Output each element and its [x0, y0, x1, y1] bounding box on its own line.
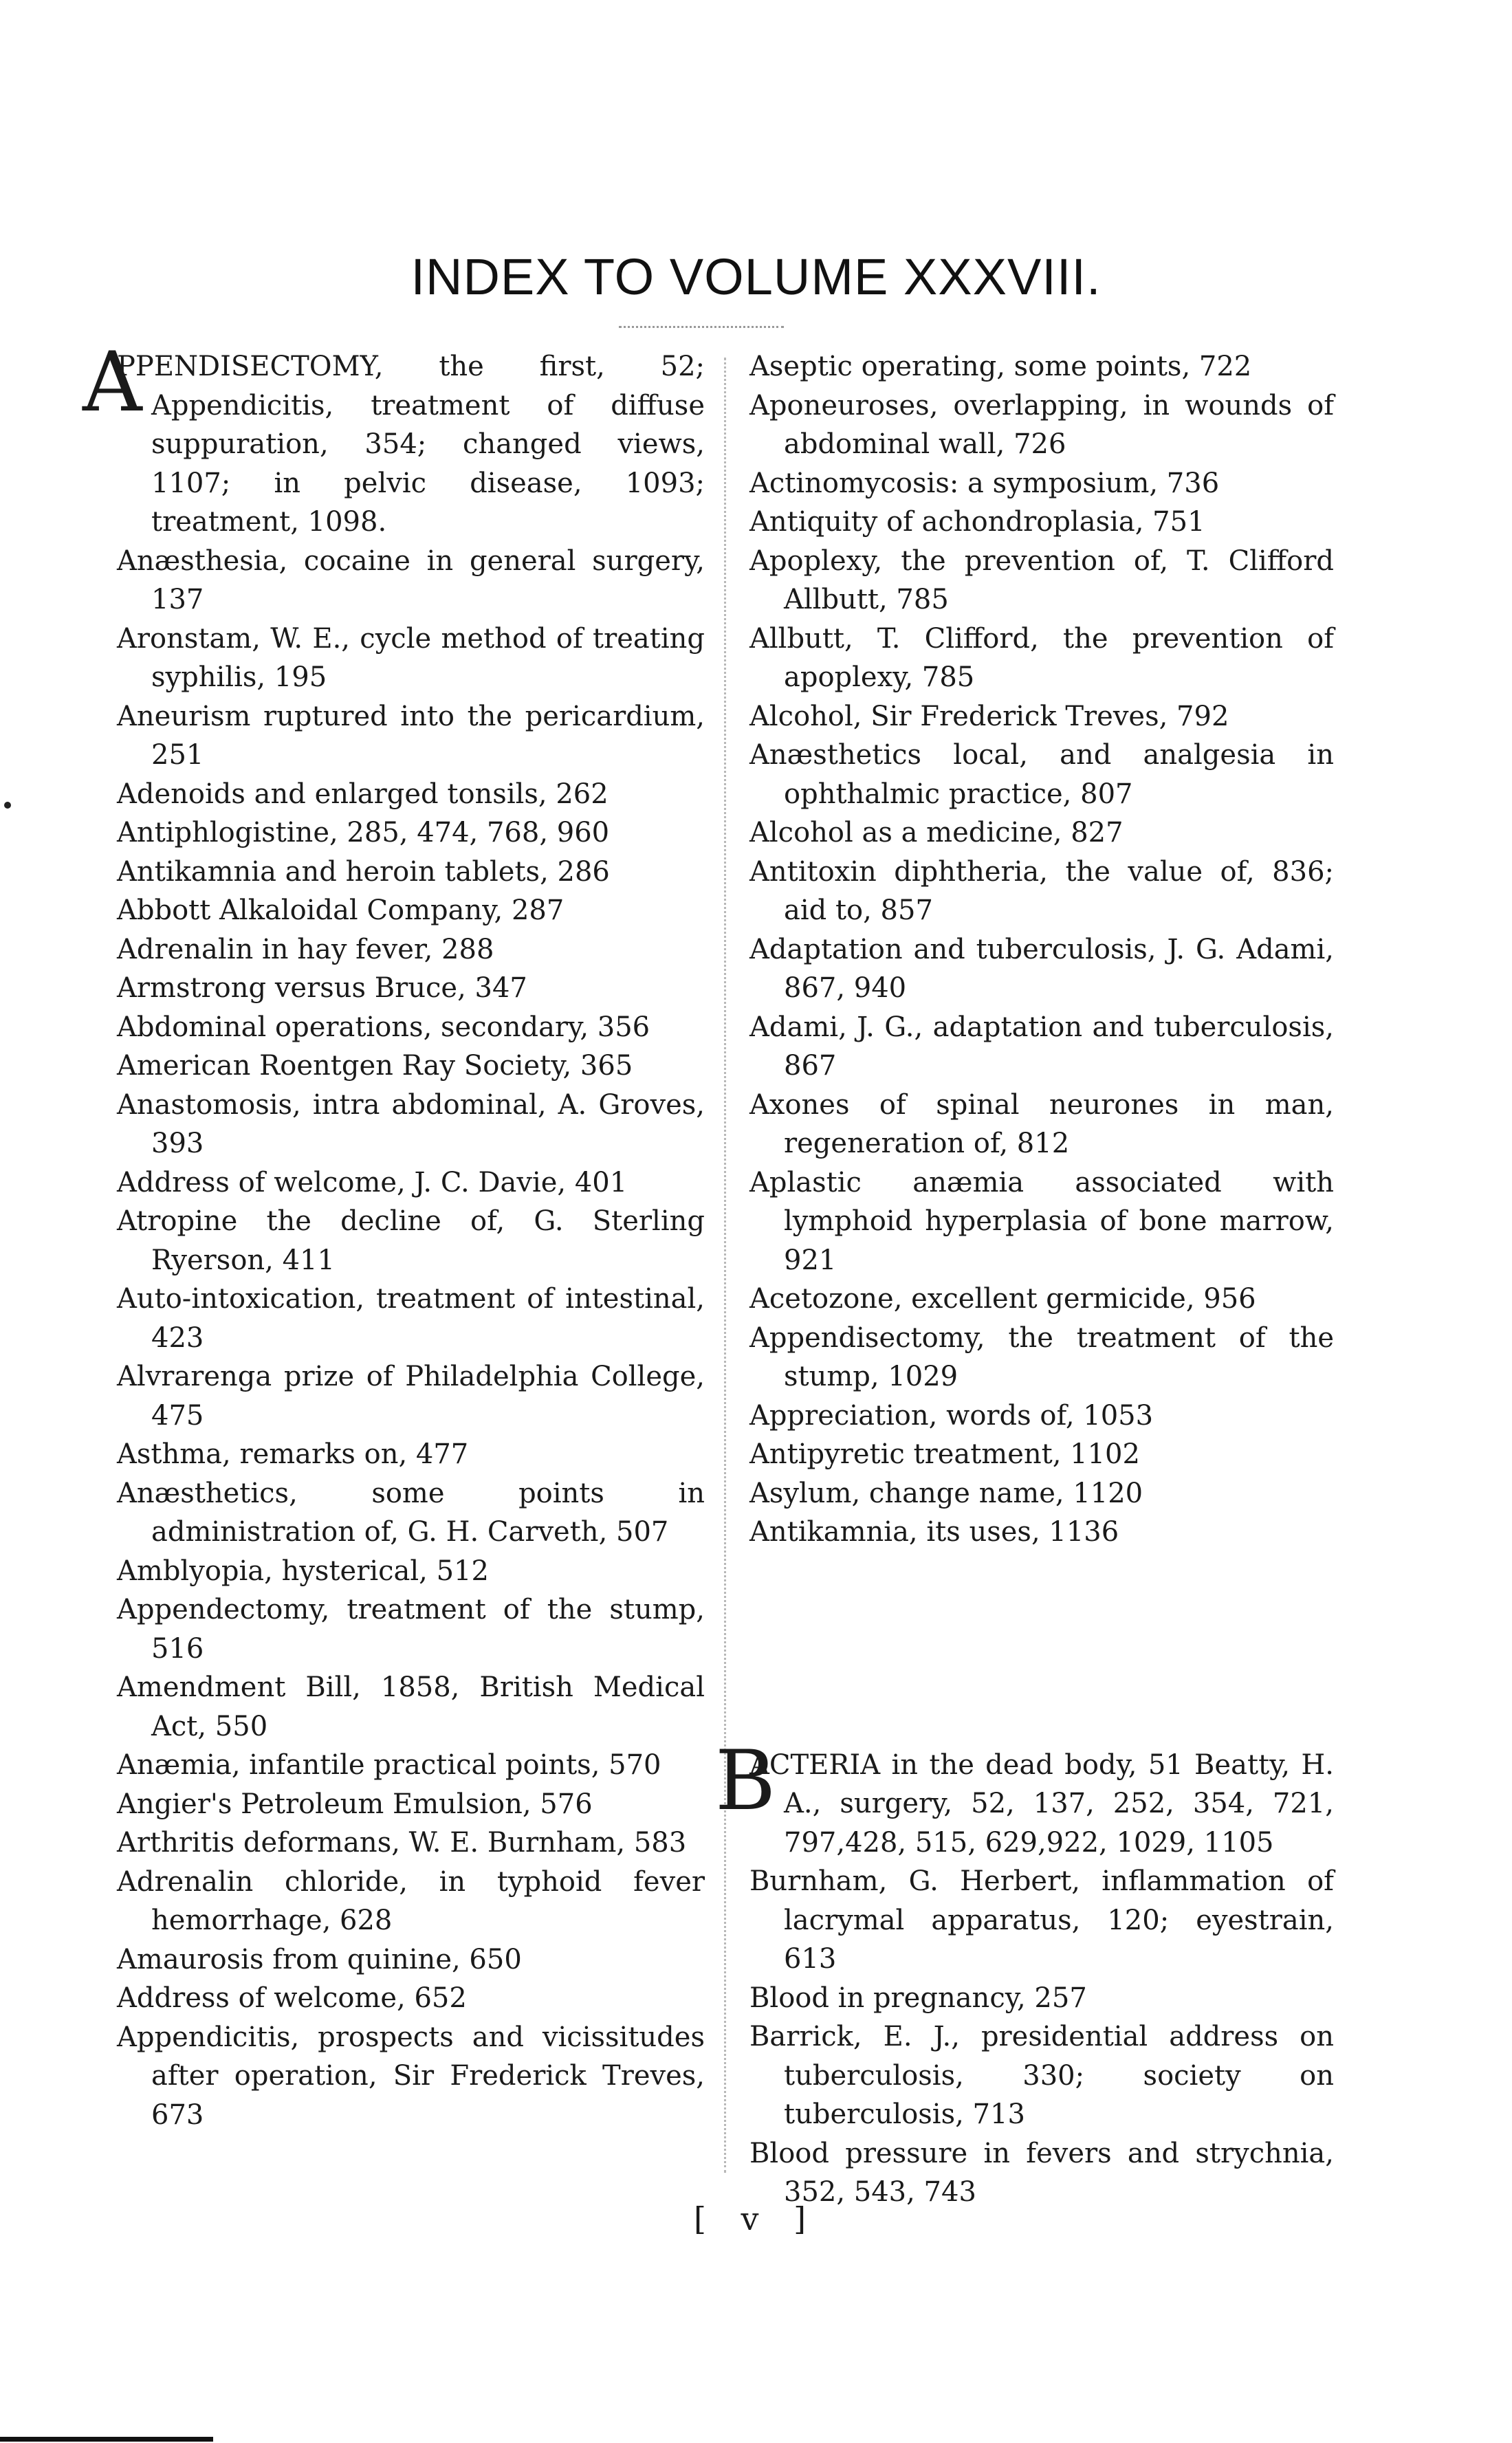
left-column [83, 335, 705, 2134]
index-entry: Adami, J. G., adaptation and tuberculosis, 867 [749, 1011, 1334, 1082]
index-entry: Antikamnia, its uses, 1136 [749, 1516, 1119, 1548]
index-entry: Antipyretic treatment, 1102 [749, 1438, 1140, 1470]
index-entry: Aplastic anæmia associated with lymphoid hyperplasia of bone marrow, 921 [749, 1166, 1334, 1276]
index-entry: Asthma, remarks on, 477 [117, 1438, 469, 1470]
index-entry: Amaurosis from quinine, 650 [117, 1943, 522, 1975]
index-entry: Antiphlogistine, 285, 474, 768, 960 [117, 817, 610, 848]
index-entry: Amendment Bill, 1858, British Medical Act, 550 [117, 1672, 705, 1742]
index-entry: Adrenalin chloride, in typhoid fever hemorrhage, 628 [117, 1865, 705, 1936]
index-entry: Aponeuroses, overlapping, in wounds of abdominal wall, 726 [749, 389, 1334, 460]
index-entry-first-a [83, 335, 705, 542]
index-entry: Asylum, change name, 1120 [749, 1477, 1143, 1509]
section-gap [749, 1552, 1334, 1746]
index-entry: Axones of spinal neurones in man, regeneration of, 812 [749, 1088, 1334, 1159]
index-entry: Antikamnia and heroin tablets, 286 [117, 855, 610, 888]
index-entry: Adrenalin in hay fever, 288 [117, 933, 494, 965]
first-entry-text: PPENDISECTOMY, the first, 52; Appendicitis, treatment of diffuse suppuration, 354; changed views, 1107; in pelvic disease, 1093; treatment, 1098. [117, 351, 705, 538]
page-title: INDEX TO VOLUME XXXVIII. [410, 248, 1102, 305]
index-entry: Alcohol as a medicine, 827 [749, 817, 1124, 848]
b-entries [749, 1862, 1334, 2212]
index-entry: Address of welcome, J. C. Davie, 401 [117, 1166, 628, 1198]
right-entries [749, 347, 1334, 1552]
index-entry: Blood pressure in fevers and strychnia, 352, 543, 743 [749, 2137, 1334, 2208]
index-entry: Address of welcome, 652 [117, 1982, 467, 2014]
index-entry: Anæmia, infantile practical points, 570 [117, 1749, 661, 1781]
index-entry: Appendicitis, prospects and vicissitudes after operation, Sir Frederick Treves, 673 [117, 2021, 705, 2131]
column-divider [724, 358, 726, 2173]
index-entry: Anastomosis, intra abdominal, A. Groves, 393 [117, 1088, 705, 1159]
index-entry: Burnham, G. Herbert, inflammation of lacrymal apparatus, 120; eyestrain, 613 [749, 1865, 1334, 1975]
index-entry: Appreciation, words of, 1053 [749, 1399, 1154, 1432]
index-entry: Actinomycosis: a symposium, 736 [749, 467, 1220, 499]
index-entry: Abbott Alkaloidal Company, 287 [117, 895, 565, 926]
dropcap-b: B [715, 1733, 776, 1829]
dropcap-a: A [83, 335, 142, 430]
left-entries [117, 542, 705, 2135]
index-entry: Anæsthesia, cocaine in general surgery, 137 [117, 545, 705, 615]
right-column [715, 347, 1334, 2212]
index-entry: Allbutt, T. Clifford, the prevention of apoplexy, 785 [749, 622, 1334, 693]
index-entry: Armstrong versus Bruce, 347 [117, 972, 527, 1004]
index-entry: Aronstam, W. E., cycle method of treating syphilis, 195 [117, 622, 705, 693]
index-entry: Appendectomy, treatment of the stump, 516 [117, 1594, 705, 1665]
index-entry: Adenoids and enlarged tonsils, 262 [117, 778, 609, 810]
index-entry: Barrick, E. J., presidential address on tuberculosis, 330; society on tuberculosis, 713 [749, 2021, 1334, 2130]
index-entry: Adaptation and tuberculosis, J. G. Adami, 867, 940 [749, 933, 1334, 1004]
index-entry: Anæsthetics, some points in administration of, G. H. Carveth, 507 [117, 1477, 705, 1548]
first-b-entry-text: ACTERIA in the dead body, 51 Beatty, H. A., surgery, 52, 137, 252, 354, 721, 797,428, 515, 629,922, 1029, 1105 [749, 1749, 1334, 1859]
index-entry: Aseptic operating, some points, 722 [749, 351, 1252, 382]
index-entry: Antiquity of achondroplasia, 751 [749, 506, 1205, 538]
index-entry-first-b [715, 1733, 1334, 1863]
index-entry: Arthritis deformans, W. E. Burnham, 583 [117, 1827, 687, 1859]
index-entry: Atropine the decline of, G. Sterling Ryerson, 411 [117, 1205, 705, 1276]
index-entry: Aneurism ruptured into the pericardium, 251 [117, 700, 705, 771]
index-entry: Auto-intoxication, treatment of intestinal, 423 [117, 1283, 705, 1354]
index-entry: Acetozone, excellent germicide, 956 [749, 1283, 1256, 1315]
margin-dot [4, 802, 11, 809]
index-entry: Blood in pregnancy, 257 [749, 1982, 1087, 2014]
index-entry: Apoplexy, the prevention of, T. Clifford Allbutt, 785 [749, 545, 1334, 615]
index-entry: Amblyopia, hysterical, 512 [117, 1555, 489, 1587]
page-number: [ v ] [693, 2200, 819, 2237]
index-entry: Alvrarenga prize of Philadelphia College, 475 [117, 1361, 705, 1432]
index-entry: Angier's Petroleum Emulsion, 576 [117, 1788, 593, 1820]
index-entry: Abdominal operations, secondary, 356 [117, 1011, 650, 1043]
index-entry: Anæsthetics local, and analgesia in ophthalmic practice, 807 [749, 739, 1334, 810]
index-entry: American Roentgen Ray Society, 365 [117, 1050, 633, 1082]
scan-edge-line [0, 2437, 213, 2442]
index-entry: Antitoxin diphtheria, the value of, 836; aid to, 857 [749, 855, 1334, 926]
index-entry: Alcohol, Sir Frederick Treves, 792 [749, 700, 1229, 732]
title-rule [619, 326, 784, 328]
index-entry: Appendisectomy, the treatment of the stump, 1029 [749, 1322, 1334, 1392]
